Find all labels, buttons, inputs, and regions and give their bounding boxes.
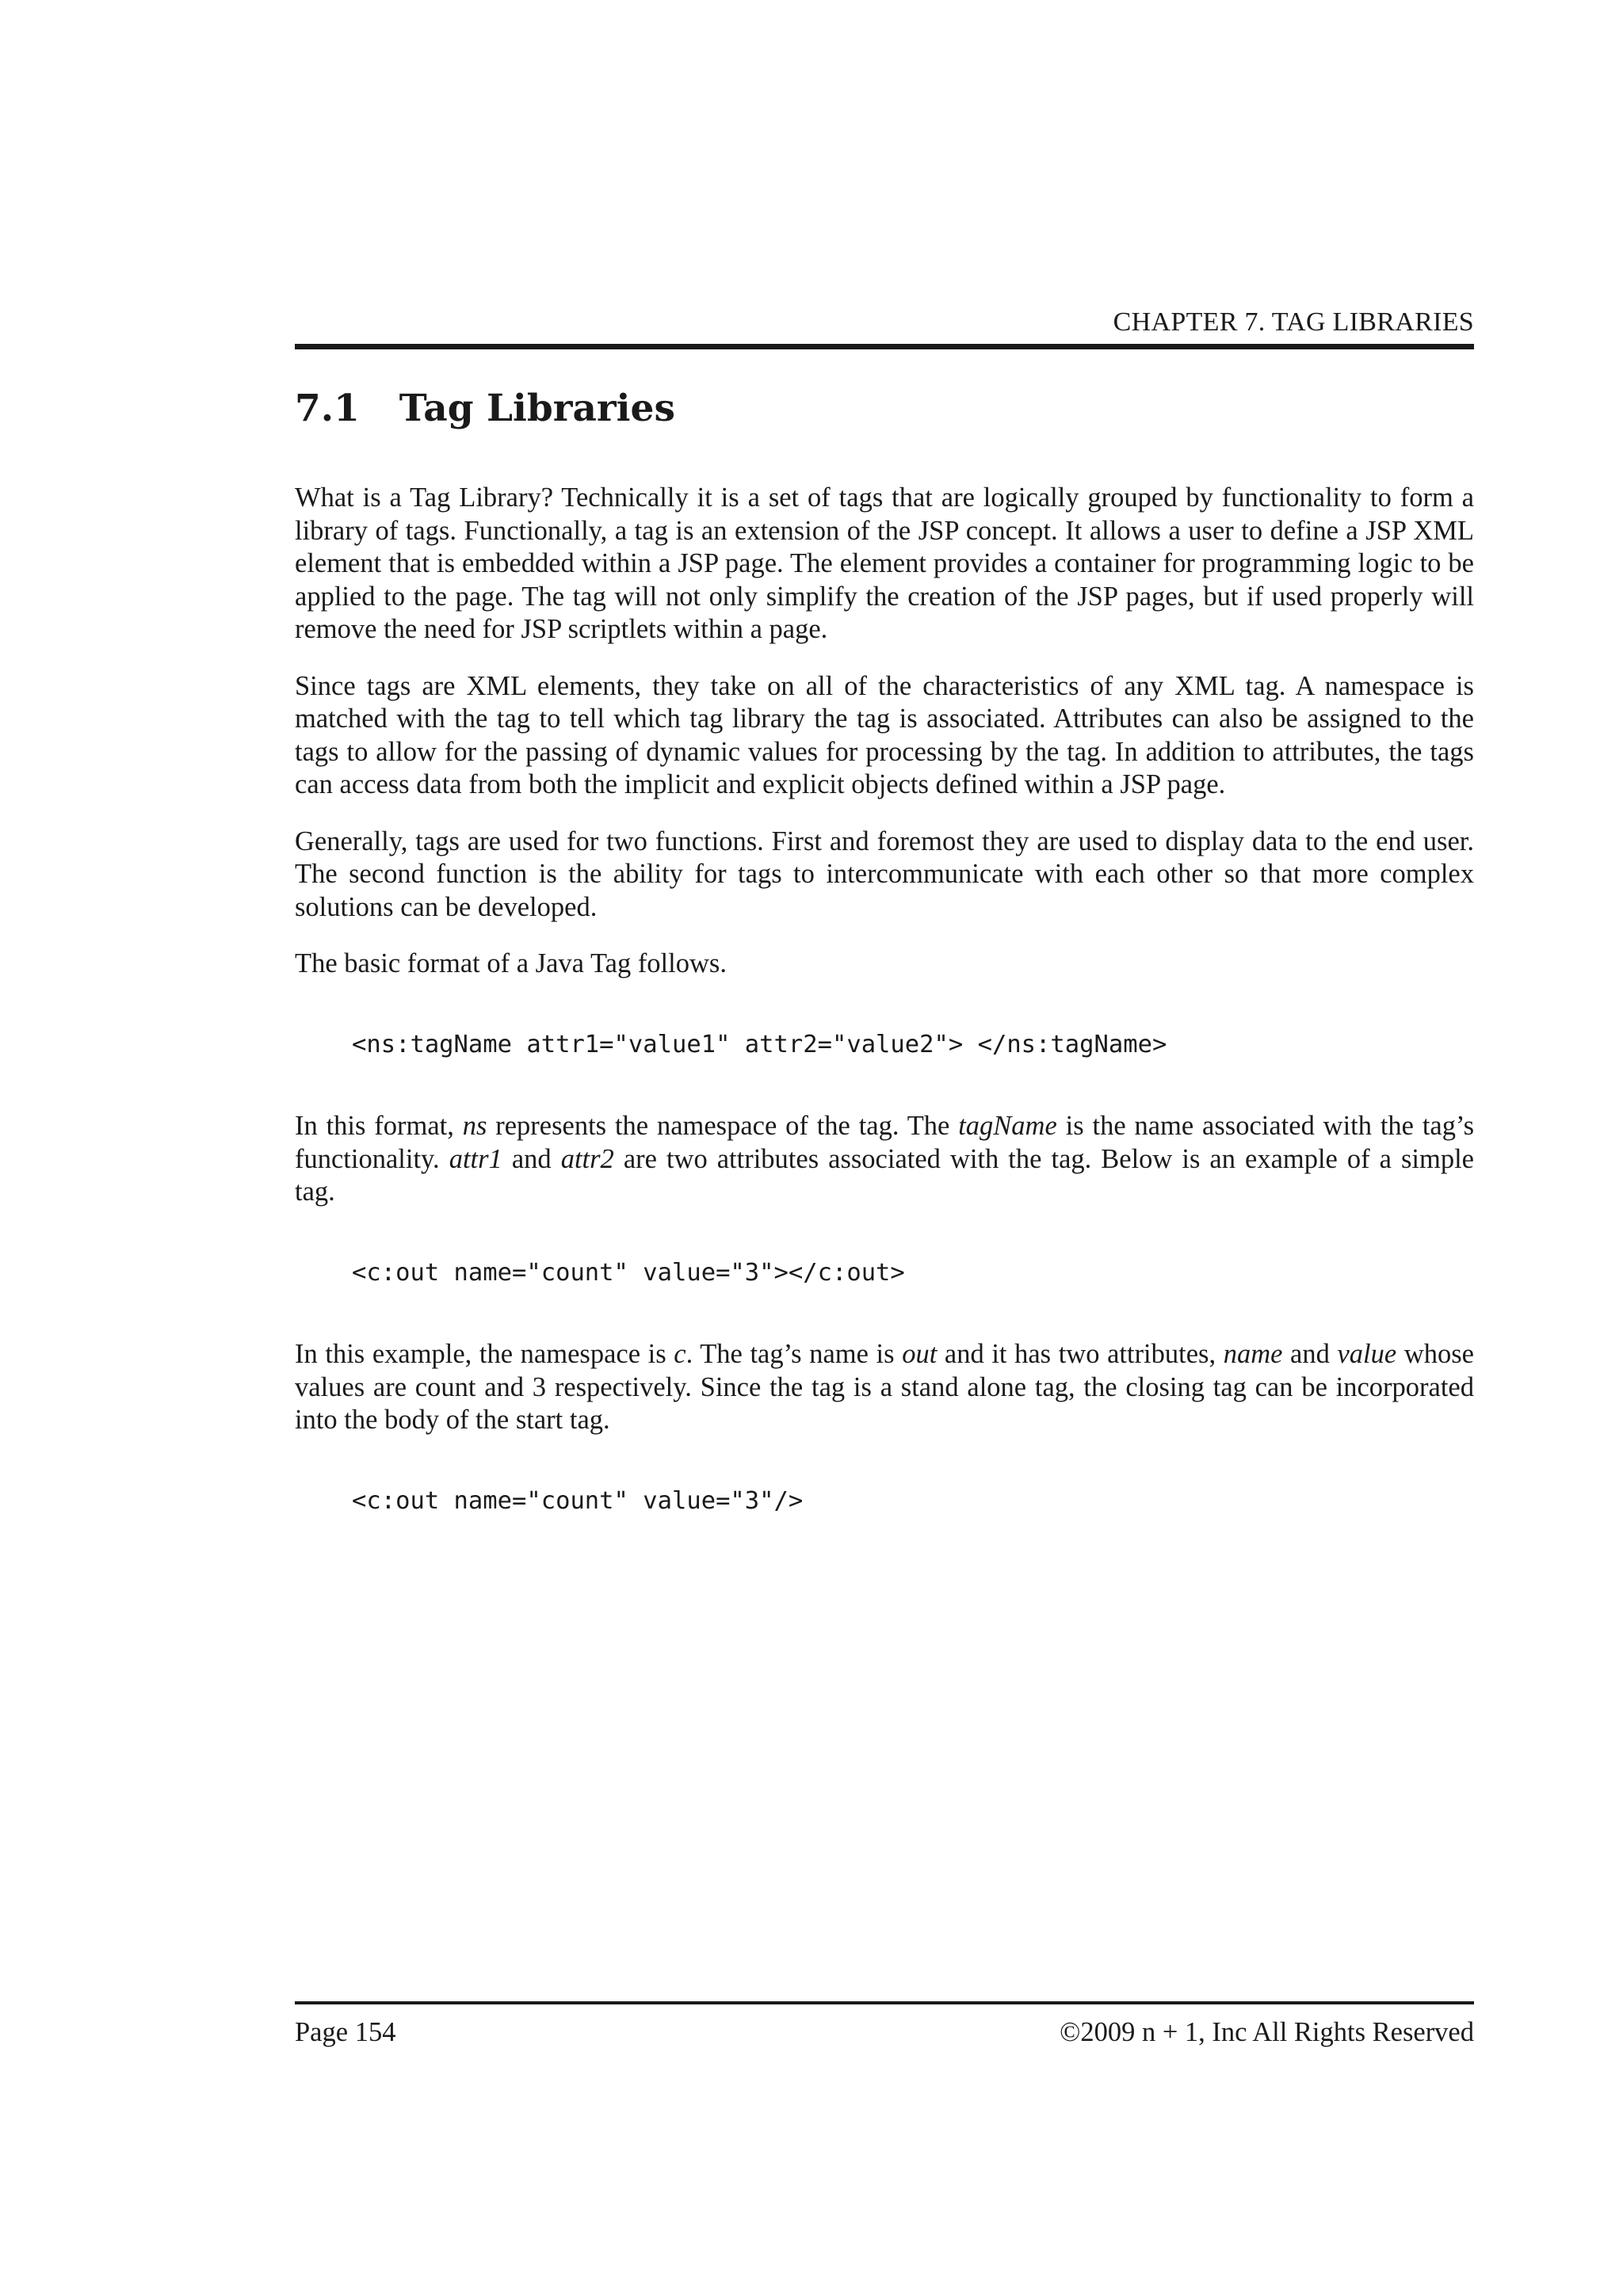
section-title: Tag Libraries [399,387,675,430]
text-run: . The tag’s name is [685,1339,903,1369]
text-run: and it has two attributes, [937,1339,1224,1369]
section-heading [295,387,675,430]
italic-term: out [902,1339,938,1369]
paragraph: Since tags are XML elements, they take on all of the characteristics of any XML tag. A namespace is matched with the tag to tell which tag library the tag is associated. Attributes can also be assigned to the tags to allow for the passing of dynamic values for processing by the tag. In addition to attributes, the tags can access data from both the implicit and explicit objects defined within a JSP page. [295,670,1474,799]
text-run: is the name associated with the tag’s functionality. [295,1111,1475,1174]
code-example: <c:out name="count" value="3"/> [352,1486,804,1515]
text-run: and [1282,1339,1338,1369]
text-run: In this example, the namespace is [295,1339,674,1369]
section-number: 7.1 [295,387,360,430]
italic-term: value [1337,1339,1397,1369]
italic-term: attr1 [449,1143,502,1174]
italic-term: tagName [958,1111,1057,1141]
paragraph: The basic format of a Java Tag follows. [295,948,727,978]
footer-rule [295,2001,1474,2004]
text-run: represents the namespace of the tag. The [487,1111,959,1141]
paragraph [295,1110,1474,1209]
text-run: whose values are count and 3 respectively. Since the tag is a stand alone tag, the closing tag can be incorporated into the body of the start tag. [295,1339,1474,1435]
italic-term: c [674,1339,686,1369]
italic-term: ns [462,1111,487,1141]
code-example: <c:out name="count" value="3"></c:out> [352,1258,905,1287]
text-run: In this format, [295,1111,463,1141]
paragraph: Generally, tags are used for two functions. First and foremost they are used to display data to the end user. The second function is the ability for tags to intercommunicate with each other so that more complex solutions can be developed. [295,826,1474,922]
code-example: <ns:tagName attr1="value1" attr2="value2"> </ns:tagName> [352,1030,1167,1058]
page-number: Page 154 [295,2017,396,2047]
text-run: and [502,1143,561,1174]
paragraph: What is a Tag Library? Technically it is a set of tags that are logically grouped by functionality to form a library of tags. Functionally, a tag is an extension of the JSP concept. It allows a user to define a JSP XML element that is embedded within a JSP page. The element provides a container for programming logic to be applied to the page. The tag will not only simplify the creation of the JSP pages, but if used properly will remove the need for JSP scriptlets within a page. [295,482,1474,644]
italic-term: attr2 [560,1143,614,1174]
copyright-notice: ©2009 n + 1, Inc All Rights Reserved [1060,2017,1474,2047]
italic-term: name [1223,1339,1283,1369]
body-text [295,482,1474,1566]
text-run: are two attributes associated with the tag. Below is an example of a simple tag. [295,1143,1474,1207]
running-head: CHAPTER 7. TAG LIBRARIES [1113,307,1474,337]
paragraph [295,1338,1474,1437]
header-rule [295,344,1474,349]
